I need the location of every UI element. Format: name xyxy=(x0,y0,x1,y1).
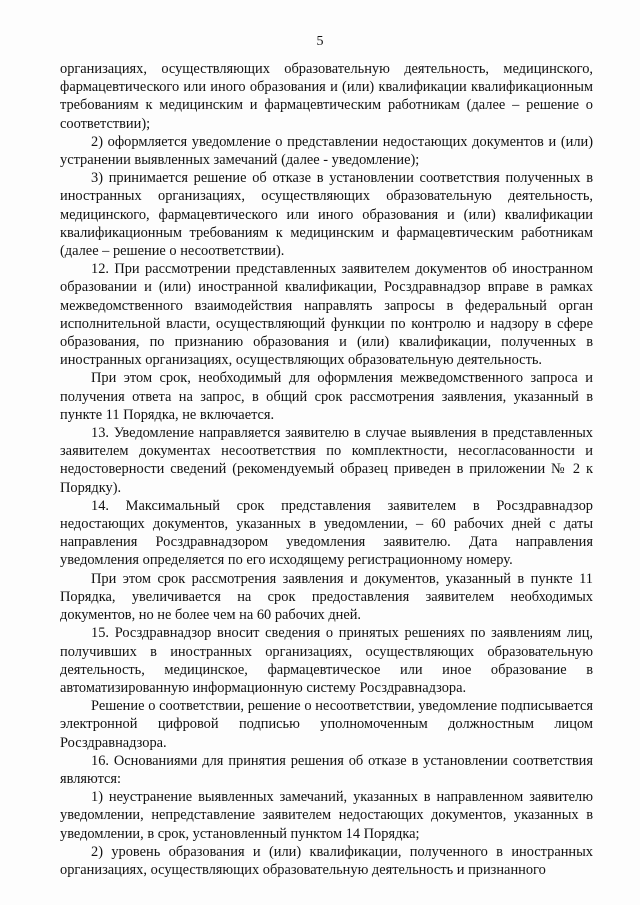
paragraph-item-2: 2) оформляется уведомление о представлении недостающих документов и (или) устранении выявленных замечаний (далее - уведомление); xyxy=(60,133,593,169)
paragraph-clause-15-signature: Решение о соответствии, решение о несоответствии, уведомление подписывается электронной цифровой подписью уполномоченным должностным лицом Росздравнадзора. xyxy=(60,698,593,751)
paragraph-clause-16: 16. Основаниями для принятия решения об отказе в установлении соответствия являются: xyxy=(60,752,593,787)
paragraph-clause-12-note: При этом срок, необходимый для оформления межведомственного запроса и получения ответа на запрос, в общий срок рассмотрения заявления, указанный в пункте 11 Порядка, не включается. xyxy=(60,370,593,423)
paragraph-continuation: организациях, осуществляющих образовательную деятельность, медицинского, фармацевтического или иного образования и (или) квалификации квалификационным требованиям к медицинским и фармацевтическим работникам (далее – решение о соответствии); xyxy=(60,61,593,132)
paragraph-clause-16-item-2: 2) уровень образования и (или) квалификации, полученного в иностранных организациях, осуществляющих образовательную деятельность и признанного xyxy=(60,843,593,878)
paragraph-clause-15: 15. Росздравнадзор вносит сведения о принятых решениях по заявлениям лиц, получивших в иностранных организациях, осуществляющих образовательную деятельность, медицинское, фармацевтическое или иное образование в автоматизированную информационную систему Росздравнадзора. xyxy=(60,625,593,696)
paragraph-item-3: 3) принимается решение об отказе в установлении соответствия полученных в иностранных организациях, осуществляющих образовательную деятельность, медицинского, фармацевтического или иного образования и (или) квалификации квалификационным требованиям к медицинским и фармацевтическим работникам (далее – решение о несоответствии). xyxy=(60,170,593,260)
page-number: 5 xyxy=(316,34,324,49)
document-body xyxy=(60,60,593,879)
paragraph-clause-13: 13. Уведомление направляется заявителю в случае выявления в представленных заявителем документах несоответствия по комплектности, несогласованности и недостоверности сведений (рекомендуемый образец приведен в приложении № 2 к Порядку). xyxy=(60,425,593,496)
paragraph-clause-14: 14. Максимальный срок представления заявителем в Росздравнадзор недостающих документов, указанных в уведомлении, – 60 рабочих дней с даты направления Росздравнадзором уведомления заявителю. Дата направления уведомления определяется по его исходящему регистрационному номеру. xyxy=(60,497,593,569)
paragraph-clause-16-item-1: 1) неустранение выявленных замечаний, указанных в направленном заявителю уведомлении, непредставление заявителем недостающих документов, указанных в уведомлении, в срок, установленный пунктом 14 Порядка; xyxy=(60,789,593,842)
paragraph-clause-12: 12. При рассмотрении представленных заявителем документов об иностранном образовании и (или) иностранной квалификации, Росздравнадзор вправе в рамках межведомственного взаимодействия направлять запросы в федеральный орган исполнительной власти, осуществляющий функции по контролю и надзору в сфере образования, по признанию образования и (или) квалификации, полученных в иностранных организациях, осуществляющих образовательную деятельность. xyxy=(60,261,593,369)
paragraph-clause-14-note: При этом срок рассмотрения заявления и документов, указанный в пункте 11 Порядка, увеличивается на срок предоставления заявителем необходимых документов, но не более чем на 60 рабочих дней. xyxy=(60,570,593,624)
